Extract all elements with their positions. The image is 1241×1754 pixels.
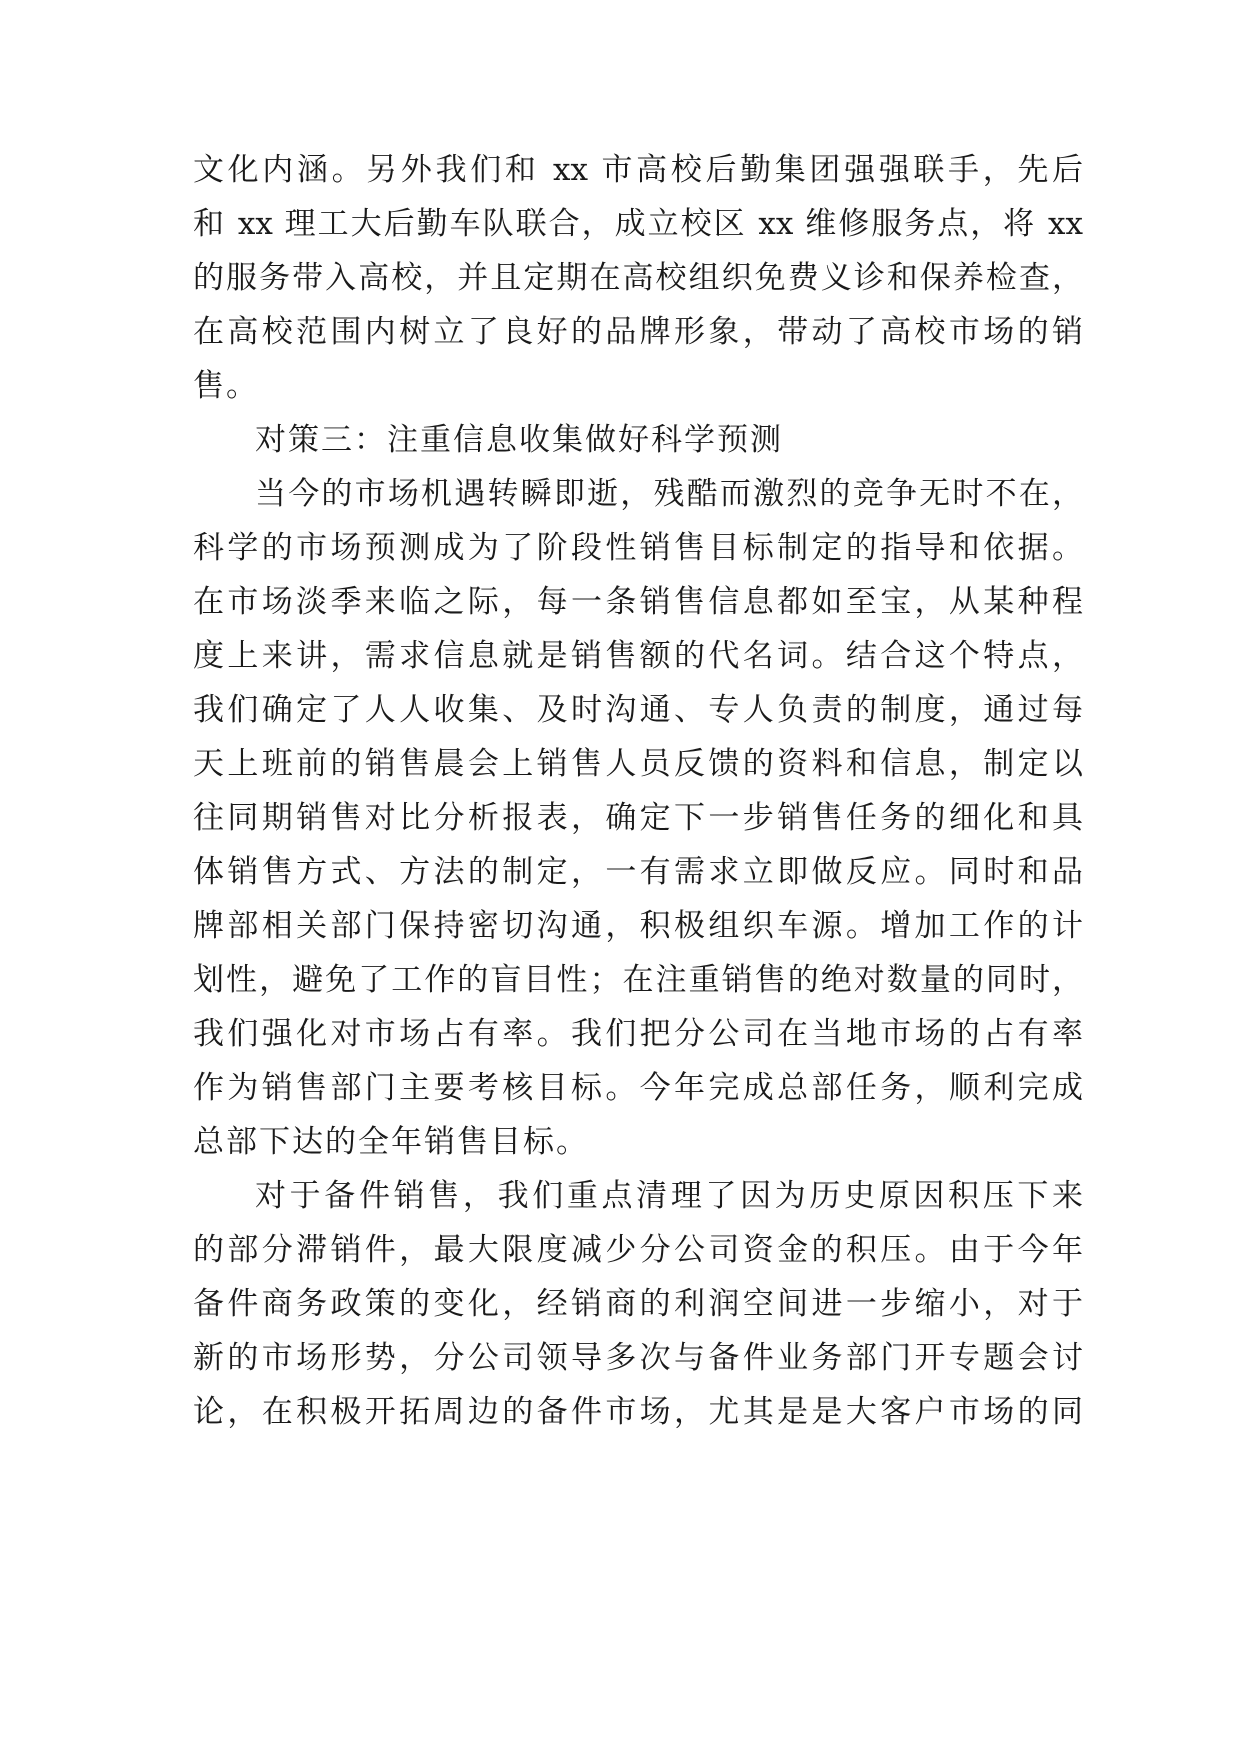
text-line: 的服务带入高校，并且定期在高校组织免费义诊和保养检查，	[193, 260, 1083, 296]
text-line: 售。	[193, 368, 259, 404]
text-line: 的部分滞销件，最大限度减少分公司资金的积压。由于今年	[193, 1232, 1083, 1268]
section-heading: 对策三：注重信息收集做好科学预测	[255, 422, 783, 458]
text-line: 作为销售部门主要考核目标。今年完成总部任务，顺利完成	[193, 1070, 1083, 1106]
text-line: 在高校范围内树立了良好的品牌形象，带动了高校市场的销	[193, 314, 1083, 350]
text-line: 总部下达的全年销售目标。	[193, 1124, 589, 1160]
text-line: 牌部相关部门保持密切沟通，积极组织车源。增加工作的计	[193, 908, 1083, 944]
text-line: 论，在积极开拓周边的备件市场，尤其是是大客户市场的同	[193, 1394, 1083, 1430]
text-line: 往同期销售对比分析报表，确定下一步销售任务的细化和具	[193, 800, 1083, 836]
text-line: 备件商务政策的变化，经销商的利润空间进一步缩小，对于	[193, 1286, 1083, 1322]
text-line: 新的市场形势，分公司领导多次与备件业务部门开专题会讨	[193, 1340, 1083, 1376]
text-line: 我们强化对市场占有率。我们把分公司在当地市场的占有率	[193, 1016, 1083, 1052]
text-line: 和 xx 理工大后勤车队联合，成立校区 xx 维修服务点，将 xx	[193, 206, 1083, 242]
text-line: 科学的市场预测成为了阶段性销售目标制定的指导和依据。	[193, 530, 1083, 566]
text-line: 当今的市场机遇转瞬即逝，残酷而激烈的竞争无时不在，	[255, 476, 1083, 512]
text-line: 划性，避免了工作的盲目性；在注重销售的绝对数量的同时，	[193, 962, 1083, 998]
text-line: 我们确定了人人收集、及时沟通、专人负责的制度，通过每	[193, 692, 1083, 728]
text-line: 度上来讲，需求信息就是销售额的代名词。结合这个特点，	[193, 638, 1083, 674]
text-line: 天上班前的销售晨会上销售人员反馈的资料和信息，制定以	[193, 746, 1083, 782]
text-line: 体销售方式、方法的制定，一有需求立即做反应。同时和品	[193, 854, 1083, 890]
text-line: 在市场淡季来临之际，每一条销售信息都如至宝，从某种程	[193, 584, 1083, 620]
text-line: 对于备件销售，我们重点清理了因为历史原因积压下来	[255, 1178, 1083, 1214]
text-line: 文化内涵。另外我们和 xx 市高校后勤集团强强联手，先后	[193, 152, 1083, 188]
